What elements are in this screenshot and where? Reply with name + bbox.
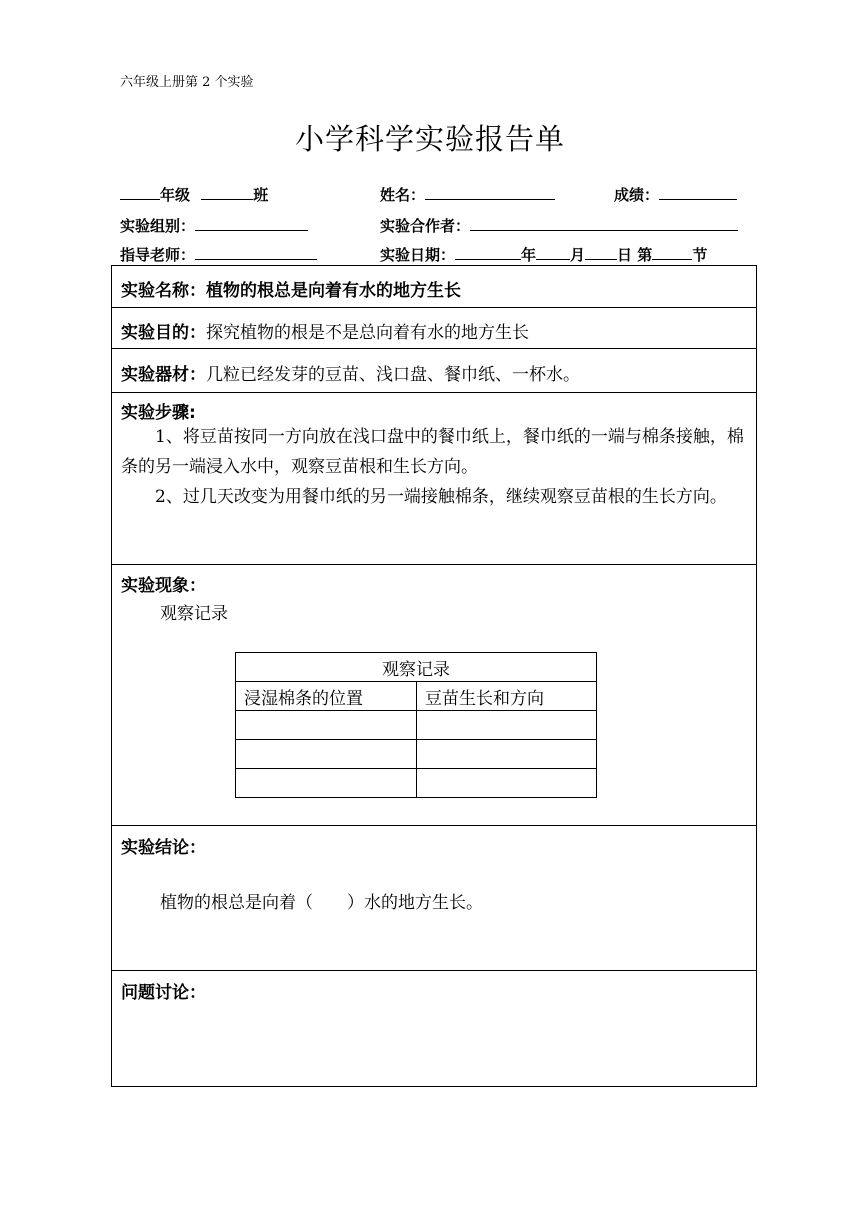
experiment-steps-section (111, 393, 757, 565)
experiment-purpose-value: 探究植物的根是不是总向着有水的地方生长 (206, 323, 529, 343)
experiment-materials-section (111, 349, 757, 393)
experiment-name-section (111, 265, 757, 308)
experiment-materials-value: 几粒已经发芽的豆苗、浅口盘、餐巾纸、一杯水。 (206, 365, 580, 385)
table-header-cell: 豆苗生长和方向 (417, 682, 597, 711)
experiment-steps-label: 实验步骤: (121, 403, 196, 423)
discussion-label: 问题讨论： (121, 983, 206, 1003)
group-label: 实验组别： (120, 217, 196, 235)
teacher-label: 指导老师： (120, 246, 196, 264)
group-field[interactable] (120, 215, 308, 236)
date-label: 实验日期： (380, 246, 456, 264)
day-label: 日 (617, 246, 633, 264)
step-item-2: 2、过几天改变为用餐巾纸的另一端接触棉条，继续观察豆苗根的生长方向。 (155, 487, 727, 507)
class-label: 班 (253, 186, 269, 204)
experiment-purpose-section (111, 308, 757, 349)
date-field[interactable] (380, 244, 707, 265)
table-cell[interactable] (417, 740, 597, 769)
experiment-name-value: 植物的根总是向着有水的地方生长 (206, 281, 461, 301)
experiment-phenomenon-label: 实验现象： (121, 576, 206, 596)
table-row (236, 740, 597, 769)
year-blank[interactable] (455, 244, 521, 260)
year-label: 年 (521, 246, 537, 264)
score-field[interactable] (614, 184, 737, 205)
month-label: 月 (570, 246, 586, 264)
table-cell[interactable] (417, 769, 597, 798)
experiment-conclusion-section (111, 826, 757, 971)
grade-label: 年级 (160, 186, 191, 204)
partner-field[interactable] (380, 215, 738, 236)
day-blank[interactable] (585, 244, 617, 260)
score-label: 成绩： (614, 186, 660, 204)
observation-table (235, 652, 597, 798)
period-prefix: 第 (637, 246, 653, 264)
observation-table-caption: 观察记录 (236, 653, 597, 682)
table-cell[interactable] (236, 740, 417, 769)
experiment-materials-label: 实验器材： (121, 365, 206, 385)
table-cell[interactable] (236, 769, 417, 798)
score-blank[interactable] (659, 184, 737, 200)
experiment-conclusion-label: 实验结论： (121, 838, 206, 858)
period-label: 节 (692, 246, 708, 264)
teacher-field[interactable] (120, 244, 317, 265)
grade-blank[interactable] (120, 184, 160, 200)
experiment-purpose-label: 实验目的： (121, 323, 206, 343)
conclusion-text[interactable]: 植物的根总是向着（ ）水的地方生长。 (160, 893, 483, 913)
teacher-blank[interactable] (195, 244, 317, 260)
discussion-section[interactable] (111, 971, 757, 1087)
class-blank[interactable] (201, 184, 253, 200)
group-blank[interactable] (195, 215, 308, 231)
page-title: 小学科学实验报告单 (294, 122, 565, 156)
table-row (236, 769, 597, 798)
month-blank[interactable] (536, 244, 570, 260)
name-blank[interactable] (425, 184, 555, 200)
name-field[interactable] (380, 184, 555, 205)
table-row (236, 711, 597, 740)
partner-label: 实验合作者： (380, 217, 471, 235)
table-cell[interactable] (417, 711, 597, 740)
table-header-cell: 浸湿棉条的位置 (236, 682, 417, 711)
grade-field[interactable] (120, 184, 268, 205)
step-item-1: 1、将豆苗按同一方向放在浅口盘中的餐巾纸上，餐巾纸的一端与棉条接触，棉条的另一端浸入水中，观察豆苗根和生长方向。 (121, 427, 744, 477)
partner-blank[interactable] (470, 215, 738, 231)
experiment-name-label: 实验名称： (121, 281, 206, 301)
experiment-phenomenon-section (111, 565, 757, 826)
header-note: 六年级上册第 2 个实验 (120, 75, 254, 90)
table-cell[interactable] (236, 711, 417, 740)
period-blank[interactable] (652, 244, 692, 260)
name-label: 姓名： (380, 186, 426, 204)
observation-subtitle: 观察记录 (160, 604, 228, 624)
